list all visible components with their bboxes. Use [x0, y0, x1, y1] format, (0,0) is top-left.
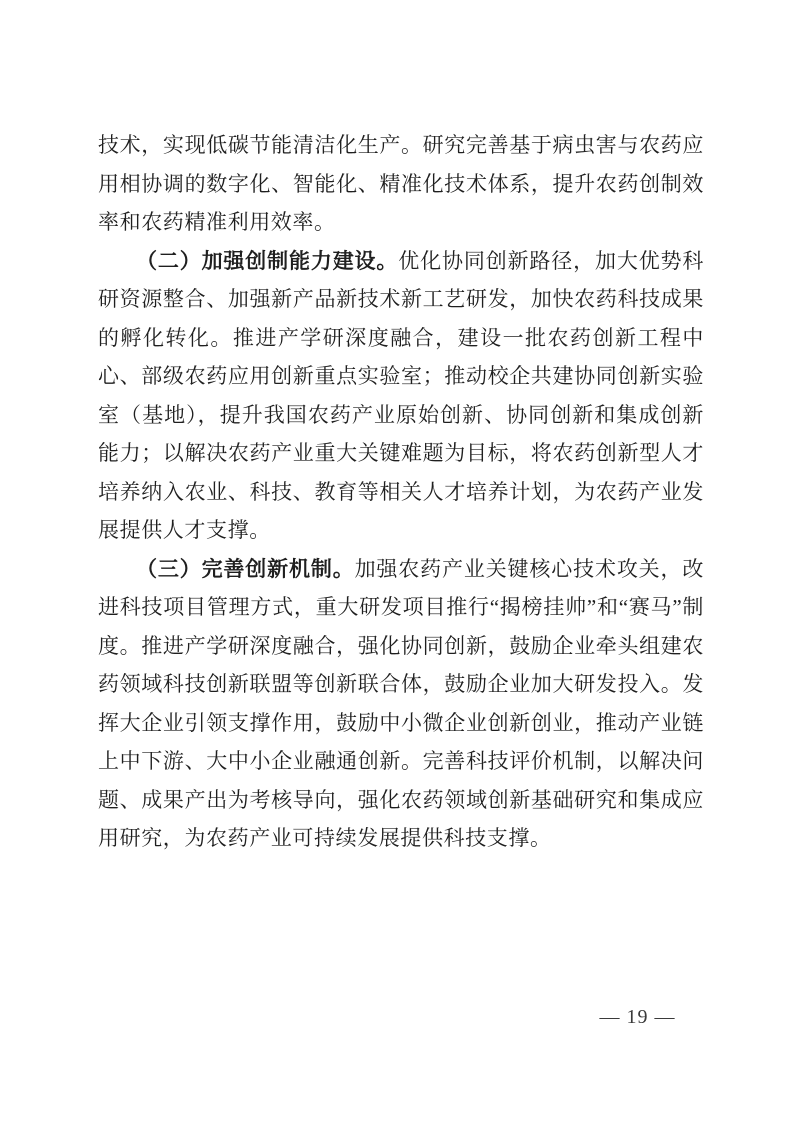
paragraph-text: 加强农药产业关键核心技术攻关，改进科技项目管理方式，重大研发项目推行“揭榜挂帅”和“赛马”制度。推进产学研深度融合，强化协同创新，鼓励企业牵头组建农药领域科技创新联盟等创新联合体，鼓励企业加大研发投入。发挥大企业引领支撑作用，鼓励中小微企业创新创业，推动产业链上中下游、大中小企业融通创新。完善科技评价机制，以解决问题、成果产出为考核导向，强化农药领域创新基础研究和集成应用研究，为农药产业可持续发展提供科技支撑。	[98, 556, 704, 850]
page-number: — 19 —	[599, 1006, 676, 1028]
paragraph-continuation	[98, 126, 704, 242]
paragraph-section-2	[98, 242, 704, 550]
paragraph-section-3	[98, 550, 704, 858]
section-heading: （三）完善创新机制。	[136, 556, 355, 581]
document-body	[98, 126, 704, 858]
paragraph-text: 优化协同创新路径，加大优势科研资源整合、加强新产品新技术新工艺研发，加快农药科技成果的孵化转化。推进产学研深度融合，建设一批农药创新工程中心、部级农药应用创新重点实验室；推动校企共建协同创新实验室（基地），提升我国农药产业原始创新、协同创新和集成创新能力；以解决农药产业重大关键难题为目标，将农药创新型人才培养纳入农业、科技、教育等相关人才培养计划，为农药产业发展提供人才支撑。	[98, 248, 705, 542]
paragraph-text: 技术，实现低碳节能清洁化生产。研究完善基于病虫害与农药应用相协调的数字化、智能化、精准化技术体系，提升农药创制效率和农药精准利用效率。	[98, 133, 704, 234]
section-heading: （二）加强创制能力建设。	[136, 248, 399, 273]
